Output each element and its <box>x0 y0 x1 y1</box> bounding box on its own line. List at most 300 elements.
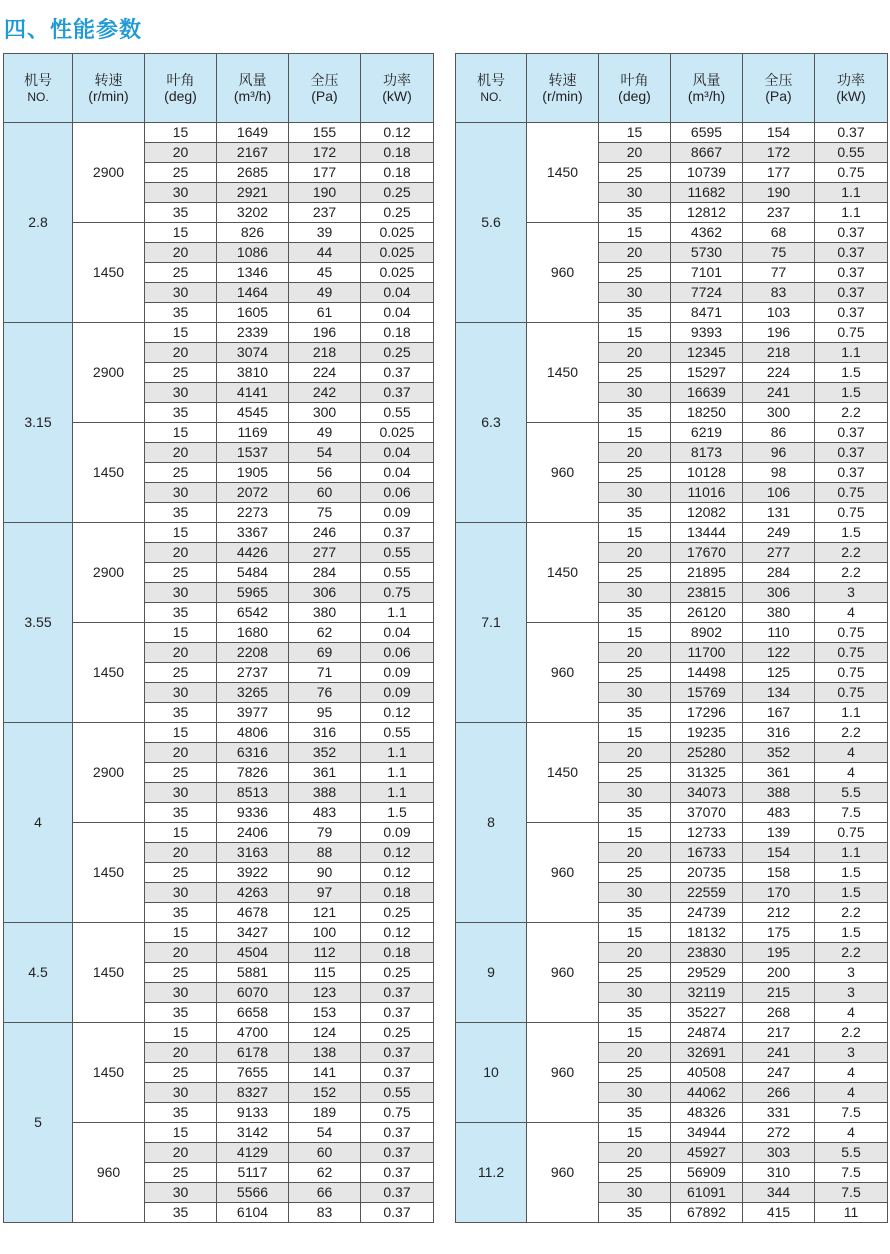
blade-angle-cell: 15 <box>145 223 217 243</box>
pressure-cell: 90 <box>289 863 361 883</box>
airflow-cell: 12082 <box>671 503 743 523</box>
blade-angle-cell: 15 <box>599 1023 671 1043</box>
airflow-cell: 4806 <box>217 723 289 743</box>
blade-angle-cell: 20 <box>599 343 671 363</box>
pressure-cell: 154 <box>743 843 815 863</box>
pressure-cell: 60 <box>289 483 361 503</box>
power-cell: 0.25 <box>361 203 434 223</box>
blade-angle-cell: 35 <box>599 203 671 223</box>
header-model-no <box>456 54 527 123</box>
power-cell: 1.1 <box>361 603 434 623</box>
power-cell: 2.2 <box>815 403 888 423</box>
airflow-cell: 1464 <box>217 283 289 303</box>
header-speed-label: 转速 <box>94 72 123 88</box>
blade-angle-cell: 35 <box>599 803 671 823</box>
blade-angle-cell: 30 <box>145 183 217 203</box>
pressure-cell: 83 <box>289 1203 361 1223</box>
power-cell: 0.12 <box>361 923 434 943</box>
airflow-cell: 17670 <box>671 543 743 563</box>
blade-angle-cell: 20 <box>599 543 671 563</box>
power-cell: 0.25 <box>361 903 434 923</box>
speed-cell: 960 <box>527 1023 599 1123</box>
pressure-cell: 388 <box>743 783 815 803</box>
power-cell: 2.2 <box>815 563 888 583</box>
pressure-cell: 112 <box>289 943 361 963</box>
power-cell: 1.5 <box>815 923 888 943</box>
power-cell: 0.75 <box>815 663 888 683</box>
power-cell: 0.04 <box>361 463 434 483</box>
blade-angle-cell: 20 <box>145 243 217 263</box>
pressure-cell: 155 <box>289 123 361 143</box>
blade-angle-cell: 20 <box>599 643 671 663</box>
table-row <box>4 723 434 743</box>
blade-angle-cell: 15 <box>145 923 217 943</box>
header-row <box>456 54 888 123</box>
airflow-cell: 15769 <box>671 683 743 703</box>
blade-angle-cell: 15 <box>599 1123 671 1143</box>
header-total-pressure-unit: (Pa) <box>311 88 338 104</box>
airflow-cell: 34944 <box>671 1123 743 1143</box>
airflow-cell: 4263 <box>217 883 289 903</box>
speed-cell: 960 <box>527 923 599 1023</box>
blade-angle-cell: 25 <box>599 1163 671 1183</box>
blade-angle-cell: 25 <box>599 563 671 583</box>
airflow-cell: 67892 <box>671 1203 743 1223</box>
power-cell: 0.37 <box>361 1163 434 1183</box>
power-cell: 0.55 <box>361 403 434 423</box>
pressure-cell: 189 <box>289 1103 361 1123</box>
airflow-cell: 1537 <box>217 443 289 463</box>
airflow-cell: 4504 <box>217 943 289 963</box>
speed-cell: 960 <box>527 623 599 723</box>
pressure-cell: 237 <box>743 203 815 223</box>
power-cell: 7.5 <box>815 1103 888 1123</box>
airflow-cell: 32119 <box>671 983 743 1003</box>
header-power-label: 功率 <box>837 72 865 88</box>
power-cell: 0.75 <box>815 643 888 663</box>
power-cell: 0.37 <box>361 1203 434 1223</box>
header-power-label: 功率 <box>383 72 411 88</box>
blade-angle-cell: 30 <box>599 383 671 403</box>
pressure-cell: 190 <box>743 183 815 203</box>
pressure-cell: 306 <box>743 583 815 603</box>
blade-angle-cell: 25 <box>145 663 217 683</box>
pressure-cell: 75 <box>289 503 361 523</box>
pressure-cell: 218 <box>743 343 815 363</box>
blade-angle-cell: 15 <box>599 123 671 143</box>
power-cell: 0.04 <box>361 303 434 323</box>
airflow-cell: 4129 <box>217 1143 289 1163</box>
pressure-cell: 60 <box>289 1143 361 1163</box>
power-cell: 0.18 <box>361 943 434 963</box>
airflow-cell: 37070 <box>671 803 743 823</box>
power-cell: 0.18 <box>361 163 434 183</box>
power-cell: 0.37 <box>361 383 434 403</box>
blade-angle-cell: 15 <box>145 123 217 143</box>
pressure-cell: 167 <box>743 703 815 723</box>
airflow-cell: 6178 <box>217 1043 289 1063</box>
pressure-cell: 66 <box>289 1183 361 1203</box>
power-cell: 11 <box>815 1203 888 1223</box>
pressure-cell: 331 <box>743 1103 815 1123</box>
power-cell: 0.37 <box>815 303 888 323</box>
power-cell: 1.1 <box>815 343 888 363</box>
blade-angle-cell: 30 <box>145 683 217 703</box>
header-total-pressure <box>289 54 361 123</box>
header-blade-angle-label: 叶角 <box>620 72 649 88</box>
pressure-cell: 361 <box>289 763 361 783</box>
power-cell: 0.75 <box>815 163 888 183</box>
model-no-cell: 3.15 <box>4 323 73 523</box>
airflow-cell: 44062 <box>671 1083 743 1103</box>
pressure-cell: 62 <box>289 1163 361 1183</box>
blade-angle-cell: 25 <box>145 1163 217 1183</box>
power-cell: 0.12 <box>361 843 434 863</box>
airflow-cell: 12733 <box>671 823 743 843</box>
blade-angle-cell: 30 <box>599 1183 671 1203</box>
power-cell: 0.37 <box>361 983 434 1003</box>
power-cell: 0.37 <box>361 1003 434 1023</box>
blade-angle-cell: 20 <box>145 1143 217 1163</box>
pressure-cell: 266 <box>743 1083 815 1103</box>
airflow-cell: 6542 <box>217 603 289 623</box>
table-row <box>4 523 434 543</box>
blade-angle-cell: 25 <box>145 963 217 983</box>
header-blade-angle <box>145 54 217 123</box>
pressure-cell: 380 <box>743 603 815 623</box>
power-cell: 0.37 <box>815 263 888 283</box>
blade-angle-cell: 25 <box>145 563 217 583</box>
airflow-cell: 29529 <box>671 963 743 983</box>
blade-angle-cell: 30 <box>145 483 217 503</box>
speed-cell: 1450 <box>527 323 599 423</box>
header-airflow <box>671 54 743 123</box>
power-cell: 2.2 <box>815 903 888 923</box>
speed-cell: 2900 <box>73 523 145 623</box>
airflow-cell: 2273 <box>217 503 289 523</box>
speed-cell: 1450 <box>527 723 599 823</box>
power-cell: 0.55 <box>361 723 434 743</box>
blade-angle-cell: 20 <box>599 843 671 863</box>
power-cell: 0.37 <box>361 1123 434 1143</box>
blade-angle-cell: 15 <box>145 323 217 343</box>
blade-angle-cell: 30 <box>599 783 671 803</box>
airflow-cell: 2167 <box>217 143 289 163</box>
blade-angle-cell: 30 <box>599 483 671 503</box>
airflow-cell: 4362 <box>671 223 743 243</box>
header-model-no <box>4 54 73 123</box>
blade-angle-cell: 15 <box>145 523 217 543</box>
blade-angle-cell: 20 <box>145 543 217 563</box>
blade-angle-cell: 25 <box>599 363 671 383</box>
power-cell: 0.06 <box>361 643 434 663</box>
blade-angle-cell: 15 <box>599 623 671 643</box>
airflow-cell: 25280 <box>671 743 743 763</box>
power-cell: 0.37 <box>361 1183 434 1203</box>
pressure-cell: 303 <box>743 1143 815 1163</box>
power-cell: 0.37 <box>815 283 888 303</box>
pressure-cell: 139 <box>743 823 815 843</box>
blade-angle-cell: 25 <box>599 863 671 883</box>
airflow-cell: 7655 <box>217 1063 289 1083</box>
airflow-cell: 4545 <box>217 403 289 423</box>
blade-angle-cell: 30 <box>145 883 217 903</box>
blade-angle-cell: 35 <box>599 1003 671 1023</box>
power-cell: 0.75 <box>815 683 888 703</box>
blade-angle-cell: 30 <box>599 883 671 903</box>
pressure-cell: 152 <box>289 1083 361 1103</box>
power-cell: 0.025 <box>361 223 434 243</box>
blade-angle-cell: 20 <box>599 443 671 463</box>
airflow-cell: 6316 <box>217 743 289 763</box>
airflow-cell: 45927 <box>671 1143 743 1163</box>
blade-angle-cell: 35 <box>599 503 671 523</box>
model-no-cell: 4 <box>4 723 73 923</box>
power-cell: 1.1 <box>361 763 434 783</box>
power-cell: 0.37 <box>361 1063 434 1083</box>
header-blade-angle <box>599 54 671 123</box>
power-cell: 0.75 <box>815 823 888 843</box>
blade-angle-cell: 30 <box>599 283 671 303</box>
blade-angle-cell: 30 <box>599 983 671 1003</box>
blade-angle-cell: 35 <box>145 503 217 523</box>
speed-cell: 1450 <box>73 223 145 323</box>
blade-angle-cell: 15 <box>145 1023 217 1043</box>
power-cell: 0.37 <box>815 243 888 263</box>
pressure-cell: 39 <box>289 223 361 243</box>
airflow-cell: 35227 <box>671 1003 743 1023</box>
airflow-cell: 3074 <box>217 343 289 363</box>
blade-angle-cell: 35 <box>599 403 671 423</box>
power-cell: 0.25 <box>361 343 434 363</box>
airflow-cell: 4141 <box>217 383 289 403</box>
power-cell: 0.12 <box>361 863 434 883</box>
power-cell: 1.5 <box>361 803 434 823</box>
header-row <box>4 54 434 123</box>
airflow-cell: 10128 <box>671 463 743 483</box>
airflow-cell: 48326 <box>671 1103 743 1123</box>
power-cell: 0.55 <box>815 143 888 163</box>
model-no-cell: 4.5 <box>4 923 73 1023</box>
blade-angle-cell: 25 <box>599 663 671 683</box>
power-cell: 0.37 <box>361 1043 434 1063</box>
power-cell: 5.5 <box>815 783 888 803</box>
power-cell: 0.18 <box>361 323 434 343</box>
pressure-cell: 76 <box>289 683 361 703</box>
pressure-cell: 483 <box>743 803 815 823</box>
power-cell: 0.04 <box>361 443 434 463</box>
power-cell: 0.55 <box>361 1083 434 1103</box>
airflow-cell: 16733 <box>671 843 743 863</box>
airflow-cell: 6595 <box>671 123 743 143</box>
table-row <box>456 723 888 743</box>
airflow-cell: 3163 <box>217 843 289 863</box>
blade-angle-cell: 20 <box>145 343 217 363</box>
pressure-cell: 196 <box>743 323 815 343</box>
pressure-cell: 215 <box>743 983 815 1003</box>
pressure-cell: 316 <box>289 723 361 743</box>
pressure-cell: 172 <box>743 143 815 163</box>
airflow-cell: 8327 <box>217 1083 289 1103</box>
blade-angle-cell: 20 <box>599 1143 671 1163</box>
airflow-cell: 4426 <box>217 543 289 563</box>
pressure-cell: 177 <box>743 163 815 183</box>
table-row <box>4 123 434 143</box>
model-no-cell: 11.2 <box>456 1123 527 1223</box>
pressure-cell: 56 <box>289 463 361 483</box>
table-row <box>456 1123 888 1143</box>
airflow-cell: 34073 <box>671 783 743 803</box>
airflow-cell: 6658 <box>217 1003 289 1023</box>
airflow-cell: 61091 <box>671 1183 743 1203</box>
table-row <box>4 323 434 343</box>
blade-angle-cell: 25 <box>145 263 217 283</box>
speed-cell: 1450 <box>527 123 599 223</box>
model-no-cell: 5.6 <box>456 123 527 323</box>
header-blade-angle-unit: (deg) <box>164 88 197 104</box>
airflow-cell: 14498 <box>671 663 743 683</box>
airflow-cell: 3810 <box>217 363 289 383</box>
pressure-cell: 284 <box>743 563 815 583</box>
airflow-cell: 5965 <box>217 583 289 603</box>
header-speed-label: 转速 <box>548 72 577 88</box>
pressure-cell: 95 <box>289 703 361 723</box>
blade-angle-cell: 30 <box>145 1083 217 1103</box>
power-cell: 0.09 <box>361 503 434 523</box>
power-cell: 0.75 <box>815 623 888 643</box>
pressure-cell: 241 <box>743 1043 815 1063</box>
blade-angle-cell: 20 <box>145 143 217 163</box>
airflow-cell: 22559 <box>671 883 743 903</box>
header-airflow-unit: (m³/h) <box>687 88 726 104</box>
blade-angle-cell: 35 <box>145 603 217 623</box>
power-cell: 0.025 <box>361 423 434 443</box>
airflow-cell: 6104 <box>217 1203 289 1223</box>
pressure-cell: 212 <box>743 903 815 923</box>
pressure-cell: 141 <box>289 1063 361 1083</box>
airflow-cell: 40508 <box>671 1063 743 1083</box>
blade-angle-cell: 35 <box>145 1103 217 1123</box>
blade-angle-cell: 35 <box>599 603 671 623</box>
blade-angle-cell: 35 <box>145 803 217 823</box>
power-cell: 1.5 <box>815 883 888 903</box>
pressure-cell: 249 <box>743 523 815 543</box>
header-airflow-label: 风量 <box>238 72 267 88</box>
airflow-cell: 6219 <box>671 423 743 443</box>
pressure-cell: 45 <box>289 263 361 283</box>
power-cell: 0.09 <box>361 823 434 843</box>
airflow-cell: 56909 <box>671 1163 743 1183</box>
power-cell: 1.5 <box>815 363 888 383</box>
pressure-cell: 217 <box>743 1023 815 1043</box>
pressure-cell: 344 <box>743 1183 815 1203</box>
blade-angle-cell: 25 <box>599 463 671 483</box>
blade-angle-cell: 20 <box>599 1043 671 1063</box>
blade-angle-cell: 30 <box>145 583 217 603</box>
blade-angle-cell: 35 <box>145 1203 217 1223</box>
power-cell: 4 <box>815 743 888 763</box>
power-cell: 1.1 <box>815 203 888 223</box>
blade-angle-cell: 15 <box>599 223 671 243</box>
blade-angle-cell: 25 <box>599 1063 671 1083</box>
blade-angle-cell: 30 <box>145 283 217 303</box>
pressure-cell: 388 <box>289 783 361 803</box>
airflow-cell: 826 <box>217 223 289 243</box>
pressure-cell: 115 <box>289 963 361 983</box>
power-cell: 0.09 <box>361 683 434 703</box>
power-cell: 0.04 <box>361 623 434 643</box>
pressure-cell: 237 <box>289 203 361 223</box>
blade-angle-cell: 15 <box>599 923 671 943</box>
power-cell: 3 <box>815 983 888 1003</box>
airflow-cell: 3367 <box>217 523 289 543</box>
header-power-unit: (kW) <box>382 88 412 104</box>
pressure-cell: 177 <box>289 163 361 183</box>
power-cell: 2.2 <box>815 1023 888 1043</box>
pressure-cell: 306 <box>289 583 361 603</box>
blade-angle-cell: 15 <box>145 823 217 843</box>
table-row <box>456 123 888 143</box>
pressure-cell: 88 <box>289 843 361 863</box>
airflow-cell: 3427 <box>217 923 289 943</box>
blade-angle-cell: 35 <box>599 1203 671 1223</box>
blade-angle-cell: 20 <box>599 943 671 963</box>
power-cell: 0.025 <box>361 263 434 283</box>
blade-angle-cell: 30 <box>599 683 671 703</box>
header-model-no-label: 机号 <box>24 71 52 88</box>
pressure-cell: 483 <box>289 803 361 823</box>
blade-angle-cell: 20 <box>599 243 671 263</box>
airflow-cell: 8667 <box>671 143 743 163</box>
blade-angle-cell: 25 <box>599 263 671 283</box>
blade-angle-cell: 25 <box>145 863 217 883</box>
blade-angle-cell: 30 <box>599 1083 671 1103</box>
pressure-cell: 224 <box>743 363 815 383</box>
airflow-cell: 4700 <box>217 1023 289 1043</box>
pressure-cell: 218 <box>289 343 361 363</box>
pressure-cell: 71 <box>289 663 361 683</box>
airflow-cell: 2072 <box>217 483 289 503</box>
pressure-cell: 190 <box>289 183 361 203</box>
blade-angle-cell: 20 <box>145 1043 217 1063</box>
power-cell: 0.75 <box>815 503 888 523</box>
blade-angle-cell: 25 <box>599 163 671 183</box>
model-no-cell: 5 <box>4 1023 73 1223</box>
header-power <box>361 54 434 123</box>
airflow-cell: 3977 <box>217 703 289 723</box>
blade-angle-cell: 25 <box>145 163 217 183</box>
airflow-cell: 5730 <box>671 243 743 263</box>
airflow-cell: 3922 <box>217 863 289 883</box>
pressure-cell: 49 <box>289 283 361 303</box>
performance-table-left <box>3 53 434 1223</box>
power-cell: 1.1 <box>361 743 434 763</box>
blade-angle-cell: 15 <box>599 823 671 843</box>
airflow-cell: 2406 <box>217 823 289 843</box>
speed-cell: 2900 <box>73 723 145 823</box>
power-cell: 0.06 <box>361 483 434 503</box>
model-no-cell: 7.1 <box>456 523 527 723</box>
pressure-cell: 170 <box>743 883 815 903</box>
pressure-cell: 284 <box>289 563 361 583</box>
airflow-cell: 24739 <box>671 903 743 923</box>
model-no-cell: 9 <box>456 923 527 1023</box>
power-cell: 2.2 <box>815 943 888 963</box>
pressure-cell: 246 <box>289 523 361 543</box>
blade-angle-cell: 25 <box>145 763 217 783</box>
power-cell: 0.04 <box>361 283 434 303</box>
airflow-cell: 11682 <box>671 183 743 203</box>
